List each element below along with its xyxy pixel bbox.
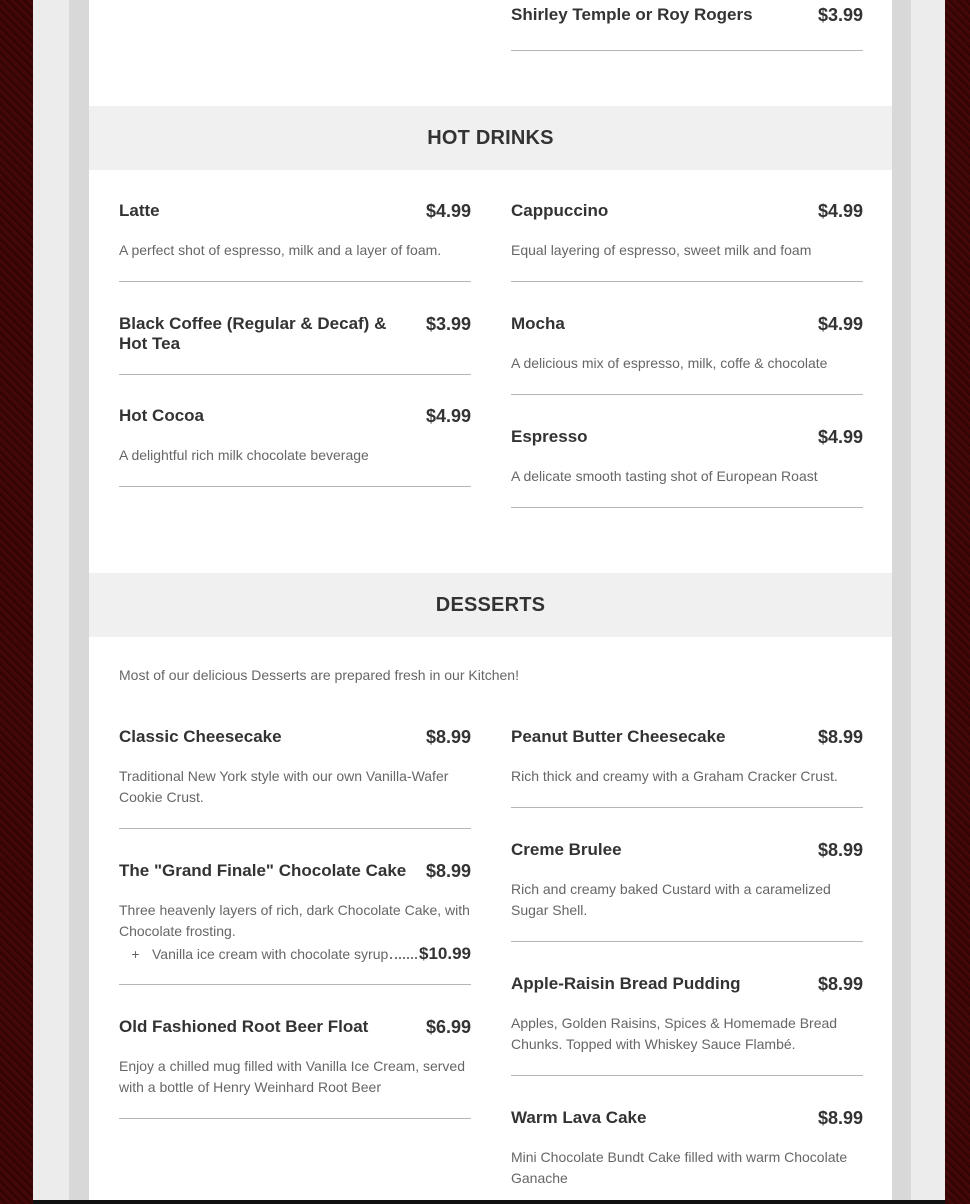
section-title-hot-drinks: HOT DRINKS bbox=[89, 106, 892, 170]
item-name: Shirley Temple or Roy Rogers bbox=[511, 5, 753, 24]
item-description: Apples, Golden Raisins, Spices & Homemade Bread Chunks. Topped with Whiskey Sauce Flambé. bbox=[511, 1015, 838, 1052]
menu-item bbox=[119, 861, 471, 985]
item-name: Warm Lava Cake bbox=[511, 1108, 647, 1127]
item-price: $4.99 bbox=[817, 314, 863, 334]
item-name: Latte bbox=[119, 201, 160, 220]
item-name: Old Fashioned Root Beer Float bbox=[119, 1017, 369, 1036]
menu-item bbox=[119, 201, 471, 282]
item-name: Peanut Butter Cheesecake bbox=[511, 727, 726, 746]
bottom-divider bbox=[33, 1200, 945, 1204]
item-description: Traditional New York style with our own Vanilla-Wafer Cookie Crust. bbox=[119, 768, 449, 805]
item-price: $8.99 bbox=[817, 840, 863, 860]
item-description: Mini Chocolate Bundt Cake filled with warm Chocolate Ganache bbox=[511, 1149, 848, 1186]
item-divider bbox=[511, 374, 863, 395]
addon-plus-marker: + bbox=[131, 946, 140, 962]
item-price: $3.99 bbox=[817, 5, 863, 25]
item-description: A delicate smooth tasting shot of European Roast bbox=[511, 468, 818, 484]
item-price: $4.99 bbox=[425, 201, 471, 221]
item-description: Rich and creamy baked Custard with a caramelized Sugar Shell. bbox=[511, 881, 831, 918]
item-price: $4.99 bbox=[817, 201, 863, 221]
addon-price: $10.99 bbox=[419, 944, 471, 963]
item-price: $8.99 bbox=[817, 974, 863, 994]
item-price: $4.99 bbox=[425, 406, 471, 426]
item-divider bbox=[511, 487, 863, 508]
menu-page bbox=[89, 0, 892, 1200]
item-name: Apple-Raisin Bread Pudding bbox=[511, 974, 741, 993]
item-price: $8.99 bbox=[817, 1108, 863, 1128]
menu-item bbox=[511, 974, 863, 1076]
item-description: Rich thick and creamy with a Graham Cracker Crust. bbox=[511, 768, 838, 784]
item-divider bbox=[119, 964, 471, 985]
item-divider bbox=[119, 354, 471, 375]
menu-item bbox=[511, 727, 863, 808]
item-description: Enjoy a chilled mug filled with Vanilla Ice Cream, served with a bottle of Henry Weinhard Root Beer bbox=[119, 1058, 466, 1095]
menu-item bbox=[119, 727, 471, 829]
item-divider bbox=[119, 1098, 471, 1119]
item-price: $6.99 bbox=[425, 1017, 471, 1037]
menu-item bbox=[119, 406, 471, 487]
addon-label: Vanilla ice cream with chocolate syrup bbox=[152, 946, 389, 962]
item-price: $8.99 bbox=[817, 727, 863, 747]
menu-item bbox=[511, 427, 863, 508]
item-name: The "Grand Finale" Chocolate Cake bbox=[119, 861, 407, 880]
item-price: $4.99 bbox=[817, 427, 863, 447]
section-intro: Most of our delicious Desserts are prepared fresh in our Kitchen! bbox=[119, 667, 519, 683]
item-description: Equal layering of espresso, sweet milk and foam bbox=[511, 242, 812, 258]
section-title-desserts: DESSERTS bbox=[89, 573, 892, 637]
item-name: Hot Cocoa bbox=[119, 406, 204, 425]
item-name: Espresso bbox=[511, 427, 588, 446]
item-divider bbox=[119, 261, 471, 282]
menu-item bbox=[511, 5, 863, 51]
addon-leader-dots bbox=[390, 957, 417, 959]
item-name: Classic Cheesecake bbox=[119, 727, 282, 746]
item-price: $8.99 bbox=[425, 861, 471, 881]
menu-item bbox=[119, 1017, 471, 1119]
item-description: A perfect shot of espresso, milk and a layer of foam. bbox=[119, 242, 442, 258]
item-name: Mocha bbox=[511, 314, 565, 333]
item-description: A delicious mix of espresso, milk, coffe & chocolate bbox=[511, 355, 828, 371]
item-divider bbox=[511, 921, 863, 942]
item-divider bbox=[511, 1055, 863, 1076]
item-divider bbox=[511, 787, 863, 808]
item-description: Three heavenly layers of rich, dark Chocolate Cake, with Chocolate frosting. bbox=[119, 902, 470, 939]
item-addon bbox=[119, 944, 471, 964]
menu-item bbox=[511, 201, 863, 282]
item-name: Black Coffee (Regular & Decaf) & Hot Tea bbox=[119, 314, 387, 353]
item-divider bbox=[511, 25, 863, 51]
item-description: A delightful rich milk chocolate beverage bbox=[119, 447, 369, 463]
item-divider bbox=[119, 808, 471, 829]
item-price: $3.99 bbox=[425, 314, 471, 334]
item-divider bbox=[511, 261, 863, 282]
item-name: Cappuccino bbox=[511, 201, 609, 220]
menu-item bbox=[511, 1108, 863, 1189]
menu-item bbox=[119, 314, 471, 375]
menu-item bbox=[511, 314, 863, 395]
item-divider bbox=[119, 466, 471, 487]
item-name: Creme Brulee bbox=[511, 840, 622, 859]
item-price: $8.99 bbox=[425, 727, 471, 747]
menu-item bbox=[511, 840, 863, 942]
